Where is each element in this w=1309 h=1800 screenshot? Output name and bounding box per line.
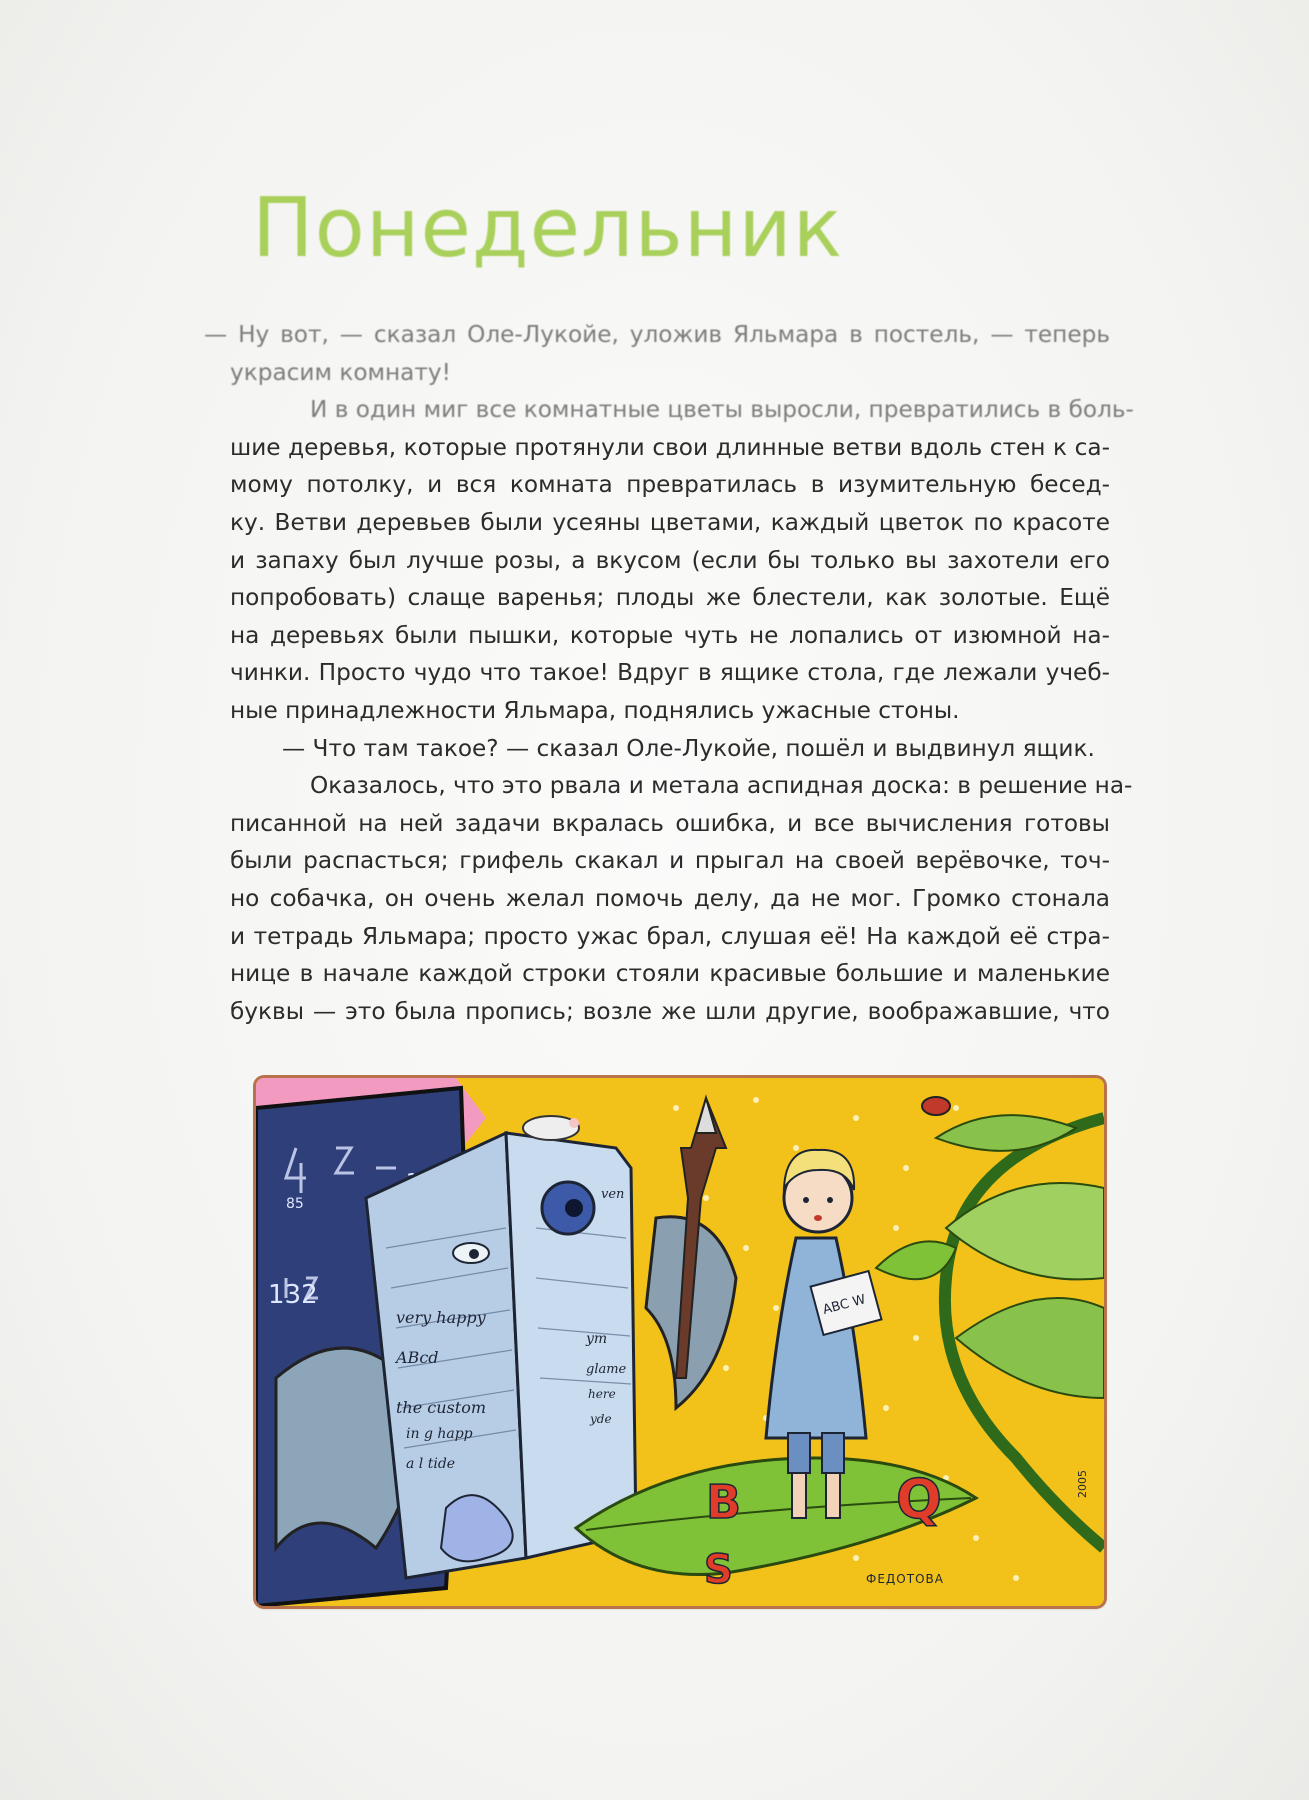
text-line: — Ну вот, — сказал Оле-Лукойе, уложив Яльмара в постель, — теперь: [204, 321, 1110, 348]
text-line: И в один миг все комнатные цветы выросли, превратились в боль-: [310, 396, 1134, 424]
notebook-text: ven: [601, 1187, 625, 1202]
text-line: чинки. Просто чудо что такое! Вдруг в ящике стола, где лежали учеб-: [230, 659, 1110, 687]
chapter-title: Понедельник: [252, 181, 844, 276]
text-line: — Что там такое? — сказал Оле-Лукойе, пошёл и выдвинул ящик.: [282, 734, 1095, 762]
notebook-text: the custom: [396, 1398, 486, 1417]
text-line: писанной на ней задачи вкралась ошибка, и все вычисления готовы: [230, 809, 1110, 837]
letter-q: Q: [896, 1468, 942, 1531]
text-line: мому потолку, и вся комната превратилась в изумительную бесед-: [230, 471, 1110, 499]
text-line: ные принадлежности Яльмара, поднялись ужасные стоны.: [230, 696, 960, 724]
text-line: попробовать) слаще варенья; плоды же блестели, как золотые. Ещё: [230, 584, 1110, 612]
text-line: и запаху был лучше розы, а вкусом (если бы только вы захотели его: [230, 546, 1110, 574]
notebook-text: here: [588, 1387, 616, 1401]
letter-s: S: [704, 1547, 733, 1593]
notebook-text: yde: [590, 1412, 612, 1426]
notebook-text: very happy: [396, 1308, 486, 1327]
text-line: украсим комнату!: [230, 358, 451, 386]
illustration-art: [256, 1078, 1104, 1606]
notebook-text: in g happ: [406, 1426, 473, 1442]
text-line: Оказалось, что это рвала и метала аспидная доска: в решение на-: [310, 772, 1133, 800]
text-line: и тетрадь Яльмара; просто ужас брал, слушая её! На каждой её стра-: [230, 922, 1110, 950]
text-line: но собачка, он очень желал помочь делу, да не мог. Громко стонала: [230, 884, 1110, 912]
illustration: [256, 1078, 1104, 1606]
artist-signature: ФЕДОТОВА: [866, 1572, 944, 1586]
board-text: 132: [268, 1280, 318, 1310]
notebook-text: glame: [586, 1362, 627, 1377]
artwork-year: 2005: [1076, 1470, 1089, 1498]
text-line: буквы — это была пропись; возле же шли другие, воображавшие, что: [230, 997, 1110, 1025]
body-text: [204, 316, 1134, 1030]
notebook-text: ym: [586, 1331, 608, 1347]
board-text: 85: [286, 1196, 304, 1212]
text-line: на деревьях были пышки, которые чуть не лопались от изюмной на-: [230, 621, 1110, 649]
letter-b: B: [706, 1475, 742, 1529]
text-line: нице в начале каждой строки стояли красивые большие и маленькие: [230, 960, 1110, 988]
text-line: шие деревья, которые протянули свои длинные ветви вдоль стен к са-: [230, 433, 1110, 461]
text-line: были распасться; грифель скакал и прыгал на своей верёвочке, точ-: [230, 847, 1110, 875]
notebook-text: ABcd: [396, 1348, 439, 1367]
text-line: ку. Ветви деревьев были усеяны цветами, каждый цветок по красоте: [230, 508, 1110, 536]
sign-text: ABC W: [821, 1292, 868, 1318]
notebook-text: a l tide: [406, 1456, 456, 1472]
